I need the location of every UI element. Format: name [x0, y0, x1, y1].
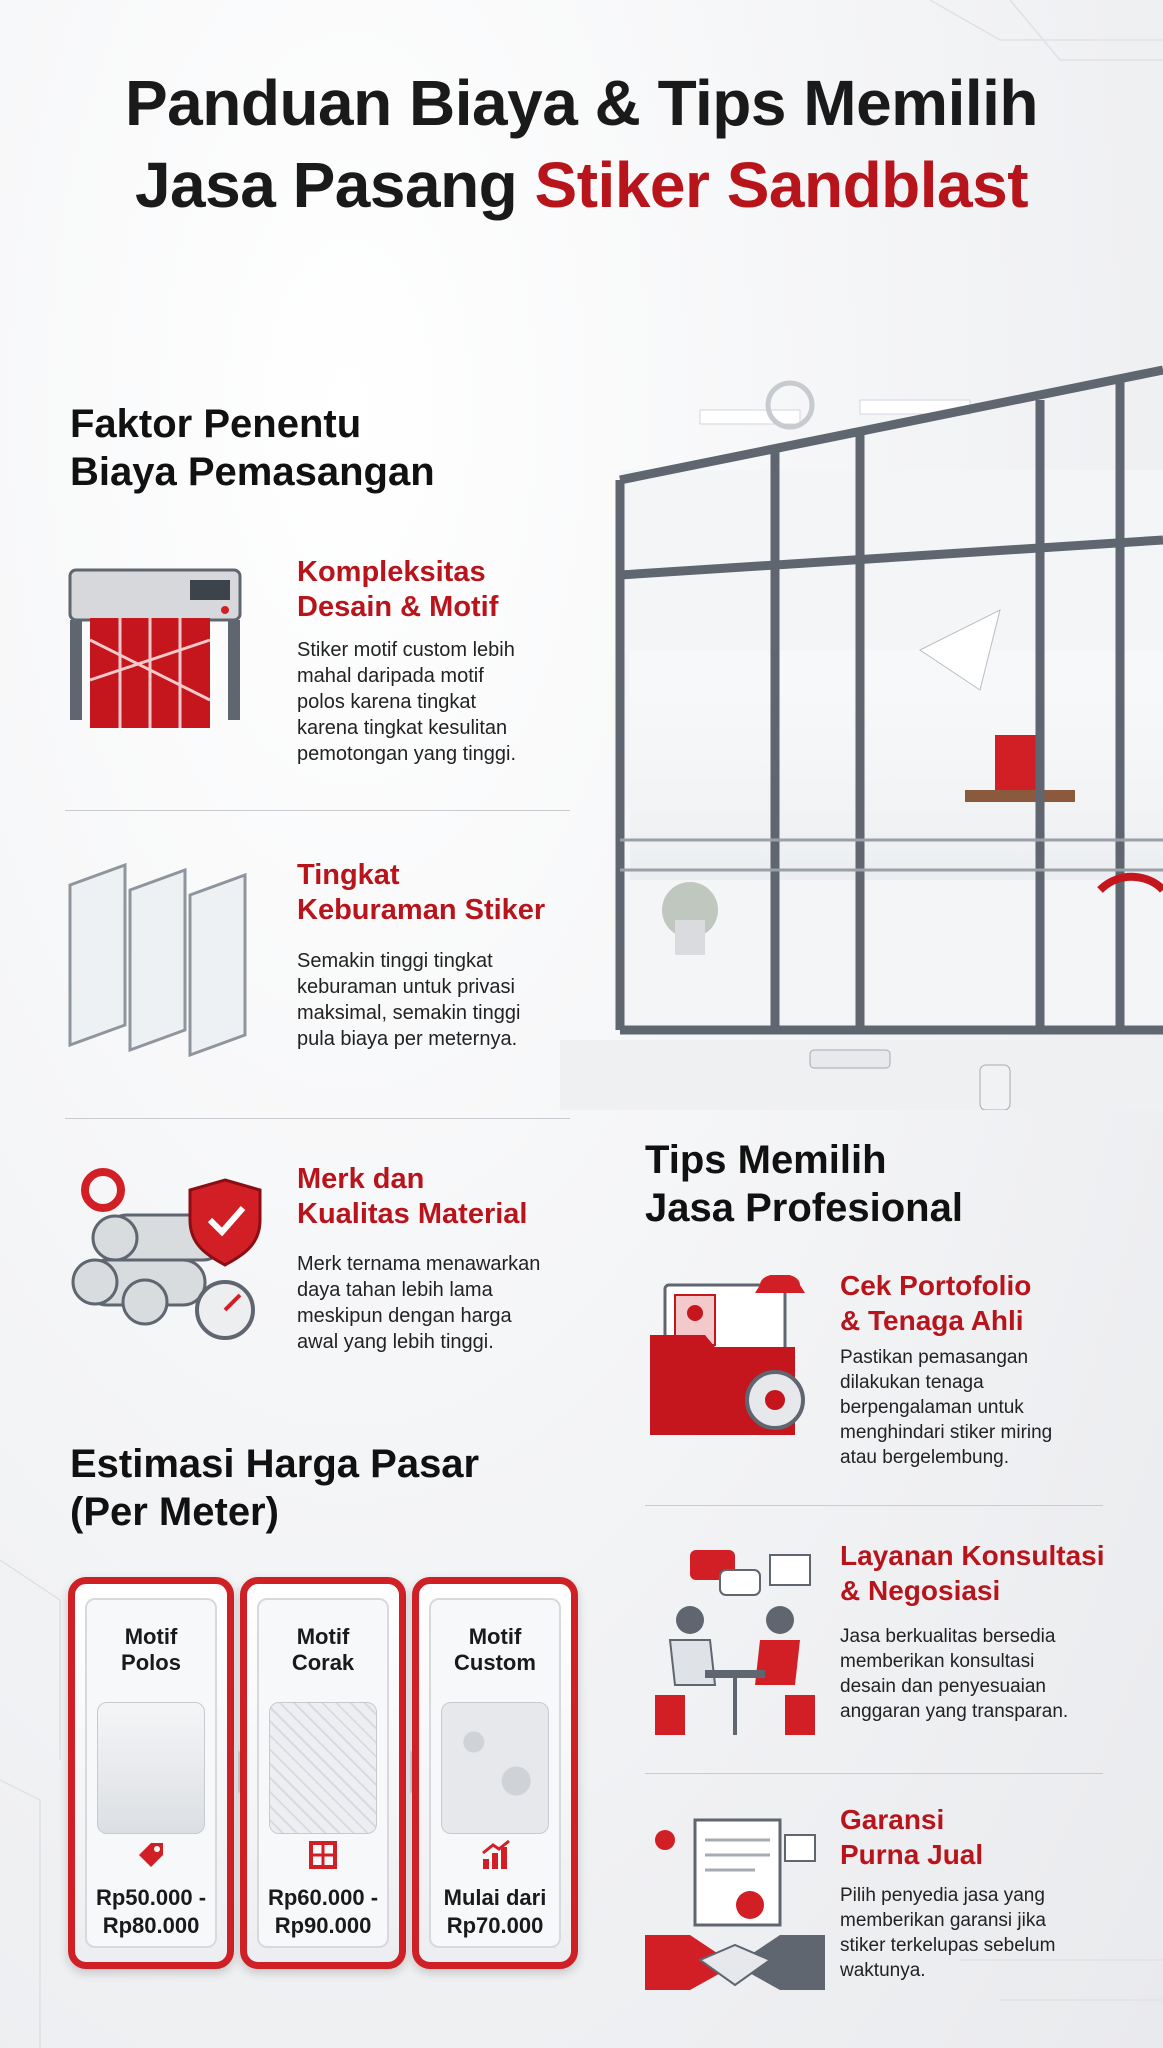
tip-3-body — [840, 1883, 1055, 1983]
tip-3-title-line-2: Purna Jual — [840, 1839, 984, 1870]
factor-3-body-line: awal yang lebih tinggi. — [297, 1331, 494, 1353]
factor-1-title-line-2: Desain & Motif — [297, 591, 499, 623]
tip-3-body-line: memberikan garansi jika — [840, 1910, 1046, 1931]
factor-3-title-line-1: Merk dan — [297, 1163, 425, 1195]
glass-panels-icon — [65, 855, 265, 1065]
card-title-line-1: Motif — [468, 1624, 522, 1649]
growth-chart-icon — [479, 1839, 511, 1871]
estimate-heading-line-1: Estimasi Harga Pasar — [70, 1442, 480, 1486]
pattern-icon — [307, 1839, 339, 1871]
page-title — [0, 62, 1163, 226]
tip-2-body — [840, 1624, 1068, 1724]
plain-swatch — [97, 1702, 205, 1834]
card-title — [419, 1624, 571, 1676]
card-title-line-2: Polos — [121, 1650, 181, 1675]
tips-heading-line-2: Jasa Profesional — [645, 1186, 963, 1230]
card-title — [75, 1624, 227, 1676]
tip-1-body-line: atau bergelembung. — [840, 1447, 1010, 1468]
diamond-pattern-swatch — [269, 1702, 377, 1834]
tip-2-title-line-1: Layanan Konsultasi — [840, 1540, 1105, 1571]
card-price-line-2: Rp90.000 — [274, 1913, 372, 1938]
title-highlight: Stiker Sandblast — [534, 149, 1029, 221]
factor-3-title — [297, 1162, 527, 1232]
factor-2-title-line-2: Keburaman Stiker — [297, 894, 546, 926]
tip-1-body-line: dilakukan tenaga — [840, 1372, 984, 1393]
tip-1-title — [840, 1268, 1031, 1338]
factor-3-body-line: Merk ternama menawarkan — [297, 1253, 541, 1275]
card-price — [75, 1884, 227, 1940]
factor-1-body-line: pemotongan yang tinggi. — [297, 743, 517, 765]
tip-3-title — [840, 1802, 983, 1872]
divider — [645, 1505, 1103, 1506]
factor-2-body-line: Semakin tinggi tingkat — [297, 950, 493, 972]
tip-2-body-line: Jasa berkualitas bersedia — [840, 1626, 1056, 1647]
price-card-corak — [240, 1577, 406, 1969]
divider — [65, 810, 570, 811]
price-card-polos — [68, 1577, 234, 1969]
factors-heading-line-2: Biaya Pemasangan — [70, 450, 435, 494]
consultation-icon — [645, 1545, 825, 1740]
card-title — [247, 1624, 399, 1676]
title-line-2 — [0, 144, 1163, 226]
card-price — [419, 1884, 571, 1940]
factor-2-body-line: pula biaya per meternya. — [297, 1028, 518, 1050]
handshake-guarantee-icon — [645, 1815, 825, 1995]
factor-1-title-line-1: Kompleksitas — [297, 556, 486, 588]
portfolio-folder-icon — [645, 1275, 825, 1445]
tips-heading-line-1: Tips Memilih — [645, 1138, 887, 1182]
tip-3-body-line: stiker terkelupas sebelum — [840, 1935, 1056, 1956]
card-title-line-1: Motif — [124, 1624, 178, 1649]
tip-3-body-line: waktunya. — [840, 1960, 926, 1981]
card-price-line-2: Rp80.000 — [102, 1913, 200, 1938]
factor-1-title — [297, 555, 498, 625]
card-price-line-1: Rp50.000 - — [95, 1885, 207, 1910]
card-price — [247, 1884, 399, 1940]
card-title-line-2: Corak — [291, 1650, 355, 1675]
tip-1-title-line-2: & Tenaga Ahli — [840, 1305, 1024, 1336]
factor-1-body-line: Stiker motif custom lebih — [297, 639, 515, 661]
tip-2-title-line-2: & Negosiasi — [840, 1575, 1001, 1606]
factor-1-body — [297, 637, 516, 767]
material-rolls-icon — [65, 1160, 275, 1350]
factor-3-body-line: daya tahan lebih lama — [297, 1279, 493, 1301]
divider — [65, 1118, 570, 1119]
factor-2-title — [297, 858, 545, 928]
factors-heading-line-1: Faktor Penentu — [70, 402, 362, 446]
tip-3-title-line-1: Garansi — [840, 1804, 945, 1835]
title-line-2-black: Jasa Pasang — [134, 149, 535, 221]
tip-3-body-line: Pilih penyedia jasa yang — [840, 1885, 1045, 1906]
factor-1-body-line: karena tingkat kesulitan — [297, 717, 508, 739]
factor-2-body — [297, 948, 520, 1052]
card-price-line-1: Mulai dari — [443, 1885, 547, 1910]
factor-1-body-line: polos karena tingkat — [297, 691, 477, 713]
tips-heading — [645, 1136, 963, 1232]
card-title-line-2: Custom — [454, 1650, 536, 1675]
tip-1-body-line: berpengalaman untuk — [840, 1397, 1024, 1418]
tip-2-body-line: desain dan penyesuaian — [840, 1676, 1047, 1697]
factor-2-body-line: keburaman untuk privasi — [297, 976, 515, 998]
estimate-heading-line-2: (Per Meter) — [70, 1490, 279, 1534]
price-tag-icon — [135, 1839, 167, 1871]
office-glass-illustration — [560, 350, 1163, 1110]
factor-2-title-line-1: Tingkat — [297, 859, 400, 891]
tip-1-body — [840, 1345, 1052, 1470]
factor-3-body-line: meskipun dengan harga — [297, 1305, 512, 1327]
tip-1-body-line: Pastikan pemasangan — [840, 1347, 1029, 1368]
factors-heading — [70, 400, 435, 496]
factor-3-body — [297, 1251, 540, 1355]
tip-2-title — [840, 1538, 1105, 1608]
tip-1-title-line-1: Cek Portofolio — [840, 1270, 1032, 1301]
card-title-line-1: Motif — [296, 1624, 350, 1649]
title-line-1: Panduan Biaya & Tips Memilih — [124, 67, 1039, 139]
factor-2-body-line: maksimal, semakin tinggi — [297, 1002, 521, 1024]
tip-1-body-line: menghindari stiker miring — [840, 1422, 1053, 1443]
divider — [645, 1773, 1103, 1774]
factor-1-body-line: mahal daripada motif — [297, 665, 484, 687]
factor-3-title-line-2: Kualitas Material — [297, 1198, 528, 1230]
tip-2-body-line: anggaran yang transparan. — [840, 1701, 1069, 1722]
printer-icon — [60, 550, 260, 730]
tip-2-body-line: memberikan konsultasi — [840, 1651, 1035, 1672]
custom-pattern-swatch — [441, 1702, 549, 1834]
card-price-line-1: Rp60.000 - — [267, 1885, 379, 1910]
price-card-custom — [412, 1577, 578, 1969]
estimate-heading — [70, 1440, 479, 1536]
card-price-line-2: Rp70.000 — [446, 1913, 544, 1938]
